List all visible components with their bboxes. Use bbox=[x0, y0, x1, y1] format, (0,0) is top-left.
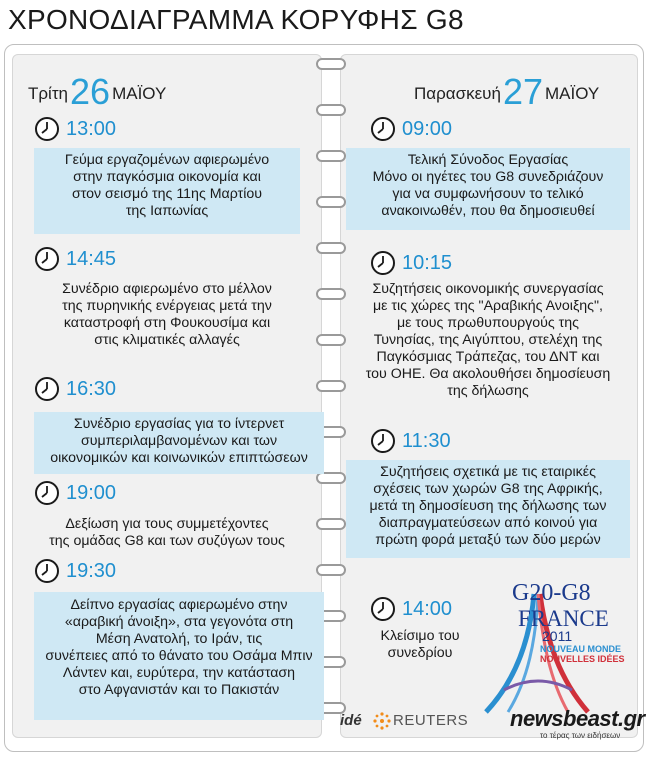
binder-ring bbox=[316, 288, 346, 300]
clock-icon bbox=[34, 480, 60, 506]
left-event-time: 19:30 bbox=[34, 558, 116, 584]
left-event-text: Συνέδριο εργασίας για το ίντερνετ συμπεριλαμβανομένων και των οικονομικών και κοινωνικών επιπτώσεων bbox=[50, 416, 308, 466]
binder-ring bbox=[316, 196, 346, 208]
left-event-text: Δείπνο εργασίας αφιερωμένο στην «αραβική άνοιξη», στα γεγονότα στη Μέση Ανατολή, το Ιράν, τις συνέπειες από το θάνατο του Οσάμα Μπιν Λάντεν και, ευρύτερα, την κατάσταση στο Αφγανιστάν και το Πακιστάν bbox=[45, 597, 313, 698]
g20-g8-france-logo bbox=[476, 580, 626, 715]
left-day-weekday: Τρίτη bbox=[28, 84, 69, 103]
clock-icon bbox=[370, 116, 396, 142]
left-day-header bbox=[28, 66, 167, 112]
binder-ring bbox=[316, 564, 346, 576]
right-event-text: Συζητήσεις σχετικά με τις εταιρικές σχέσεις των χωρών G8 της Αφρικής, μετά τη δημοσίευση της δήλωσης των διαπραγματεύσεων από κοινού για πρώτη φορά μεταξύ των δύο μερών bbox=[369, 464, 607, 548]
clock-icon bbox=[370, 596, 396, 622]
clock-icon bbox=[34, 558, 60, 584]
left-event-text: Γεύμα εργαζομένων αφιερωμένο στην παγκόσμια οικονομία και στον σεισμό της 11ης Μαρτίου της Ιαπωνίας bbox=[64, 152, 270, 219]
logo-line1: G20-G8 bbox=[512, 580, 591, 606]
right-event-text: Κλείσιμο του συνεδρίου bbox=[380, 628, 460, 661]
right-event-time: 14:00 bbox=[370, 596, 452, 622]
binder-ring bbox=[316, 518, 346, 530]
right-event-time: 10:15 bbox=[370, 250, 452, 276]
newsbeast-logo: newsbeast.gr bbox=[510, 706, 645, 731]
right-event-text: Τελική Σύνοδος Εργασίας Μόνο οι ηγέτες του G8 συνεδριάζουν για να συμφωνήσουν το τελικό ανακοινωθέν, που θα δημοσιευθεί bbox=[372, 152, 604, 219]
left-event-time: 16:30 bbox=[34, 376, 116, 402]
left-day-month: ΜΑΪΟΥ bbox=[112, 84, 167, 103]
binder-ring bbox=[316, 242, 346, 254]
right-event-time: 11:30 bbox=[370, 428, 451, 454]
clock-icon bbox=[370, 428, 396, 454]
right-day-weekday: Παρασκευή bbox=[414, 84, 501, 103]
right-event-text: Συζητήσεις οικονομικής συνεργασίας με τις χώρες της "Αραβικής Ανοιξης", με τους πρωθυπουργούς της Τυνησίας, της Αιγύπτου, στελέχη της Παγκόσμιας Τράπεζας, του ΔΝΤ και του ΟΗΕ. Θα ακολουθήσει δημοσίευση της δήλωσης bbox=[365, 281, 611, 399]
right-day-month: ΜΑΪΟΥ bbox=[544, 84, 600, 103]
ide-credit: idé bbox=[340, 712, 362, 729]
binder-ring bbox=[316, 58, 346, 70]
left-event-time: 14:45 bbox=[34, 246, 116, 272]
right-event-time: 09:00 bbox=[370, 116, 452, 142]
left-day-number: 26 bbox=[70, 71, 111, 112]
left-event-time: 13:00 bbox=[34, 116, 116, 142]
logo-line3: 2011 bbox=[542, 628, 573, 644]
clock-icon bbox=[34, 376, 60, 402]
clock-icon bbox=[34, 246, 60, 272]
binder-ring bbox=[316, 104, 346, 116]
right-day-header bbox=[414, 66, 600, 112]
page-title: ΧΡΟΝΟΔΙΑΓΡΑΜΜΑ ΚΟΡΥΦΗΣ G8 bbox=[8, 4, 464, 35]
binder-ring bbox=[316, 150, 346, 162]
reuters-credit: REUTERS bbox=[393, 712, 469, 729]
binder-ring bbox=[316, 380, 346, 392]
left-event-text: Δεξίωση για τους συμμετέχοντες της ομάδας G8 και των συζύγων τους bbox=[49, 516, 285, 549]
clock-icon bbox=[370, 250, 396, 276]
right-day-number: 27 bbox=[502, 71, 543, 112]
left-event-time: 19:00 bbox=[34, 480, 116, 506]
logo-line2: FRANCE bbox=[518, 606, 609, 631]
newsbeast-tagline: το τέρας των ειδήσεων bbox=[540, 731, 621, 740]
logo-line5: NOUVELLES IDÉES bbox=[540, 654, 625, 664]
clock-icon bbox=[34, 116, 60, 142]
binder-ring bbox=[316, 334, 346, 346]
reuters-logo-icon bbox=[373, 712, 391, 730]
left-event-text: Συνέδριο αφιερωμένο στο μέλλον της πυρηνικής ενέργειας μετά την καταστροφή στη Φουκουσίμα και στις κλιματικές αλλαγές bbox=[62, 281, 272, 348]
logo-line4: NOUVEAU MONDE bbox=[540, 644, 622, 654]
